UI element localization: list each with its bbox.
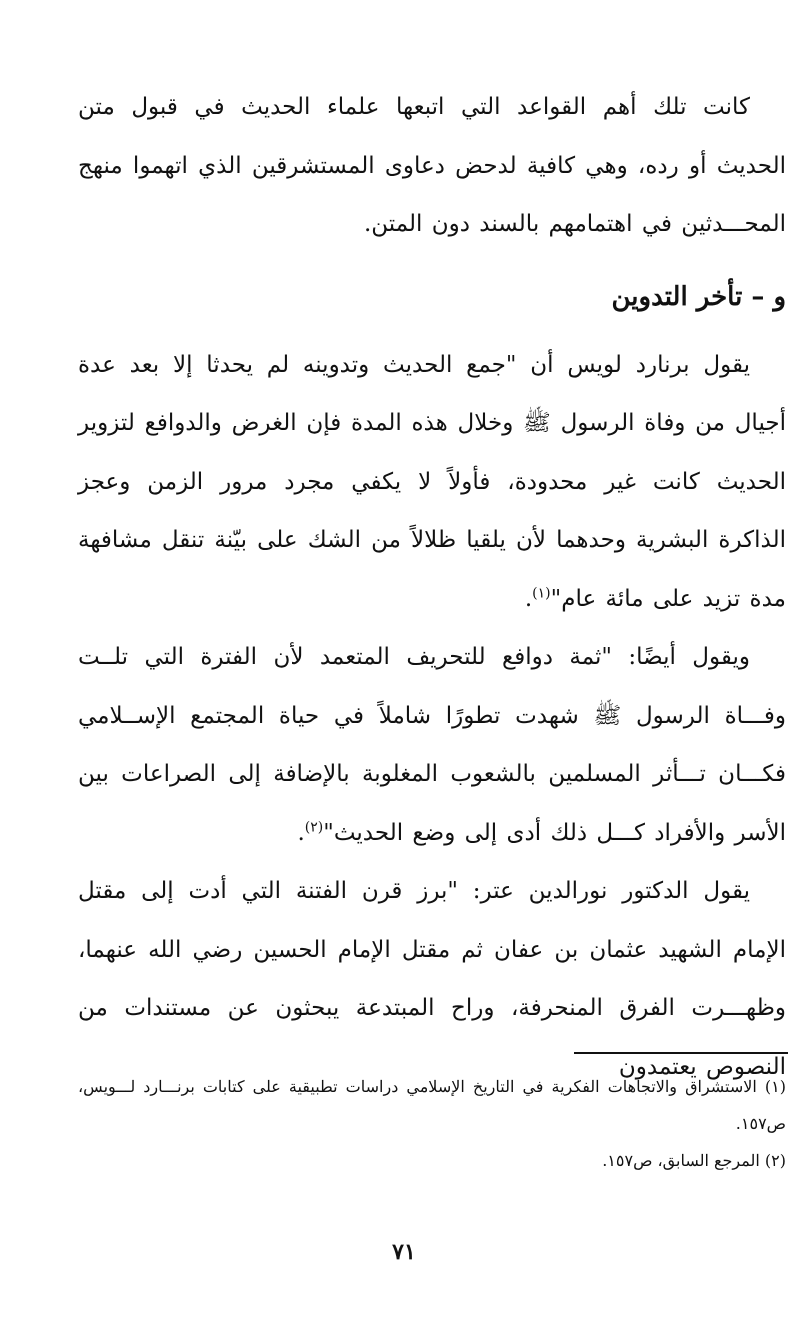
footnotes: [78, 1068, 786, 1179]
page-number: ٧١: [392, 1239, 416, 1265]
paragraph-2: [78, 336, 786, 629]
page-body: [78, 78, 786, 1096]
paragraph-3-end: .: [297, 819, 305, 846]
paragraph-2-text: يقول برنارد لويس أن "جمع الحديث وتدوينه لم يحدثا إلا بعد عدة أجيال من وفاة الرسول ﷺ وخلال هذه المدة فإن الغرض والدوافع لتزوير الحديث كانت غير محدودة، فأولاً لا يكفي مجرد مرور الزمن وعجز الذاكرة البشرية وحدهما لأن يلقيا ظلالاً من الشك على بيّنة تنقل مشافهة مدة تزيد على مائة عام": [78, 351, 786, 612]
paragraph-4: يقول الدكتور نورالدين عتر: "برز قرن الفتنة التي أدت إلى مقتل الإمام الشهيد عثمان بن عفان ثم مقتل الإمام الحسين رضي الله عنهما، وظهـــرت الفرق المنحرفة، وراح المبتدعة يبحثون عن مستندات من النصوص يعتمدون: [78, 878, 786, 1080]
footnote-2: (٢) المرجع السابق، ص١٥٧.: [602, 1151, 786, 1170]
paragraph-3-text: ويقول أيضًا: "ثمة دوافع للتحريف المتعمد لأن الفترة التي تلــت وفـــاة الرسول ﷺ شهدت تطورًا شاملاً في حياة المجتمع الإســلامي فكـــان تـــأثر المسلمين بالشعوب المغلوبة بالإضافة إلى الصراعات بين الأسر والأفراد كـــل ذلك أدى إلى وضع الحديث": [78, 644, 786, 846]
footnote-ref-1[interactable]: (١): [532, 584, 551, 601]
paragraph-2-end: .: [524, 585, 533, 612]
paragraph-3: [78, 628, 786, 862]
footnote-1: (١) الاستشراق والاتجاهات الفكرية في التاريخ الإسلامي دراسات تطبيقية على كتابات برنـــارد لـــويس، ص١٥٧.: [78, 1077, 786, 1133]
paragraph-1: كانت تلك أهم القواعد التي اتبعها علماء الحديث في قبول متن الحديث أو رده، وهي كافية لدحض دعاوى المستشرقين الذي اتهموا منهج المحـــدثين في اهتمامهم بالسند دون المتن.: [78, 94, 786, 237]
footnote-divider: [574, 1052, 788, 1054]
footnote-ref-2[interactable]: (٢): [304, 818, 324, 835]
section-heading: و – تأخر التدوين: [611, 281, 786, 312]
